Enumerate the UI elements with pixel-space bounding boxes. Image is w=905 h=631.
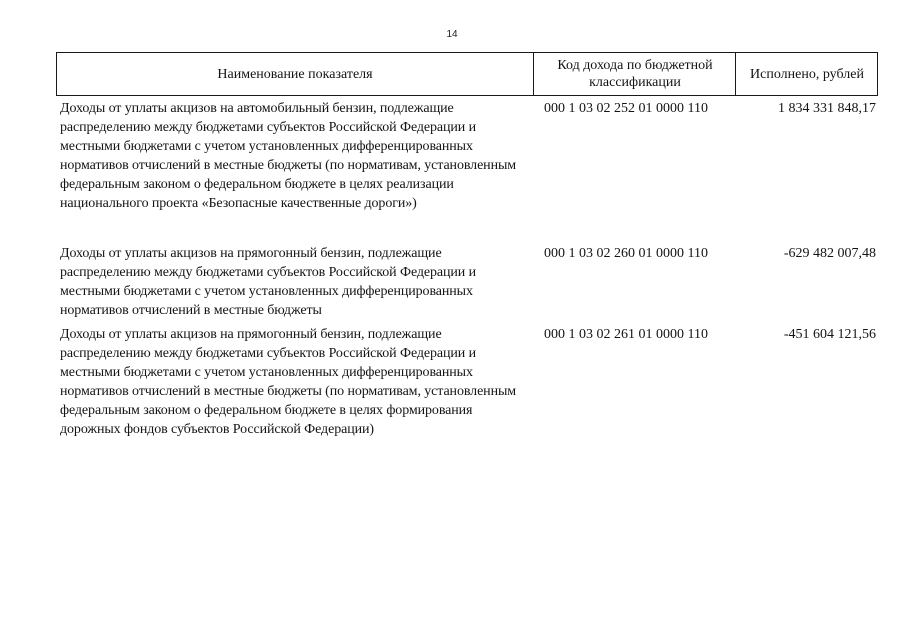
row-indicator-name: Доходы от уплаты акцизов на автомобильный бензин, подлежащие распределению между бюджетами субъектов Российской Федерации и местными бюджетами с учетом установленных дифференцированных нормативов отчислений в местные бюджеты (по нормативам, установленным федеральным законом о федеральном бюджете в целях реализации национального проекта «Безопасные качественные дороги») — [60, 101, 517, 211]
header-income-code: Код дохода по бюджетной классификации — [533, 53, 736, 95]
row-income-code: 000 1 03 02 260 01 0000 110 — [544, 246, 708, 261]
table-header — [56, 52, 878, 96]
row-executed-amount: -629 482 007,48 — [783, 246, 876, 261]
row-income-code: 000 1 03 02 261 01 0000 110 — [544, 327, 708, 342]
row-indicator-name: Доходы от уплаты акцизов на прямогонный бензин, подлежащие распределению между бюджетами субъектов Российской Федерации и местными бюджетами с учетом установленных дифференцированных нормативов отчислений в местные бюджеты — [60, 246, 476, 318]
header-indicator-name: Наименование показателя — [217, 66, 373, 82]
header-executed-amount: Исполнено, рублей — [735, 53, 878, 95]
row-executed-amount: -451 604 121,56 — [783, 327, 876, 342]
row-income-code: 000 1 03 02 252 01 0000 110 — [544, 101, 708, 116]
row-indicator-name: Доходы от уплаты акцизов на прямогонный бензин, подлежащие распределению между бюджетами субъектов Российской Федерации и местными бюджетами с учетом установленных дифференцированных нормативов отчислений в местные бюджеты (по нормативам, установленным федеральным законом о федеральном бюджете в целях формирования дорожных фондов субъектов Российской Федерации) — [60, 327, 517, 437]
row-executed-amount: 1 834 331 848,17 — [778, 101, 876, 116]
page-number: 14 — [446, 29, 458, 40]
